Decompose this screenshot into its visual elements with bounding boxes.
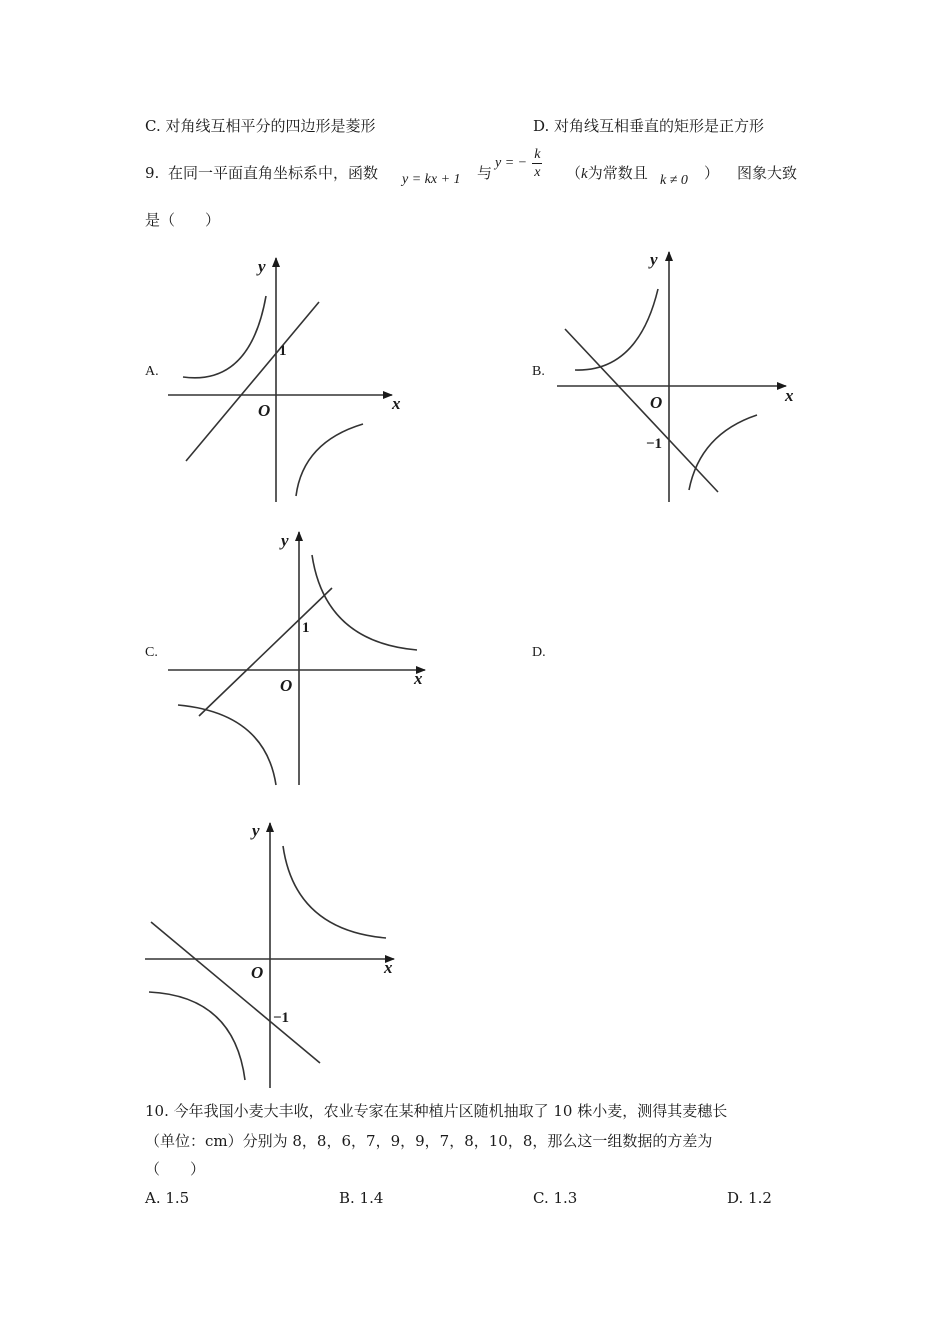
graph-a-y-label: y	[258, 257, 266, 276]
graph-c-x-label: x	[414, 669, 423, 688]
q10-line-3: （ ）	[145, 1160, 206, 1178]
q9-conjunction: 与	[477, 164, 493, 182]
graph-a-curve-lower	[296, 424, 363, 496]
graph-d-origin-label: O	[251, 963, 264, 982]
q8-option-c: C. 对角线互相平分的四边形是菱形	[145, 117, 376, 135]
graph-b-y-label: y	[650, 250, 658, 269]
graph-a-line	[186, 302, 319, 461]
graph-c-origin-label: O	[280, 676, 293, 695]
graph-a-x-label: x	[392, 394, 401, 413]
graph-c-intercept-label: 1	[302, 620, 310, 636]
q9-option-b-label: B.	[532, 364, 545, 379]
graph-b-x-label: x	[785, 386, 794, 405]
graph-b-intercept-label: −1	[646, 436, 663, 452]
q10-option-c: C. 1.3	[533, 1189, 578, 1207]
graph-b	[557, 250, 794, 502]
graph-c	[168, 531, 425, 785]
graph-c-line	[199, 588, 332, 716]
q9-option-c-label: C.	[145, 645, 158, 660]
graph-d-curve-upper	[283, 846, 386, 938]
graph-b-origin-label: O	[650, 393, 663, 412]
graph-d-line	[151, 922, 320, 1063]
graph-d-x-label: x	[384, 958, 393, 977]
q10-option-b: B. 1.4	[339, 1189, 384, 1207]
q10-option-d: D. 1.2	[727, 1189, 772, 1207]
graph-b-curve-lower	[689, 415, 757, 490]
q9-eq2-denominator: x	[534, 165, 541, 180]
q10-line-2: （单位：cm）分别为 8，8，6，7，9，9，7，8，10，8，那么这一组数据的方差为	[145, 1132, 713, 1150]
q8-option-d: D. 对角线互相垂直的矩形是正方形	[533, 117, 765, 135]
q9-equation-linear: y = kx + 1	[402, 172, 461, 187]
q9-cond-close: ）	[704, 164, 720, 182]
q9-cond-math: k ≠ 0	[660, 173, 688, 188]
q9-option-d-label: D.	[532, 645, 546, 660]
graph-d-curve-lower	[149, 992, 245, 1080]
q9-stem-continued: 是（ ）	[145, 211, 221, 229]
graph-a-intercept-label: 1	[279, 343, 287, 359]
q9-cond-text: 为常数且	[587, 164, 648, 182]
q9-cond-k: k	[581, 166, 588, 182]
q9-cond-open: （	[566, 164, 582, 182]
graph-c-y-label: y	[281, 531, 289, 550]
graph-c-curve-lower	[178, 705, 276, 785]
q9-eq2-numerator: k	[534, 147, 541, 162]
graph-a-origin-label: O	[258, 401, 271, 420]
q10-option-a: A. 1.5	[145, 1189, 190, 1207]
graph-d-intercept-label: −1	[273, 1010, 290, 1026]
graph-b-curve-upper	[575, 289, 658, 370]
graph-a-curve-upper	[183, 296, 266, 378]
q9-number: 9.	[145, 164, 160, 182]
graph-c-curve-upper	[312, 555, 417, 650]
q9-eq2-lhs: y = −	[495, 155, 528, 171]
q9-option-a-label: A.	[145, 364, 159, 379]
q9-stem-end: 图象大致	[737, 164, 798, 182]
q9-stem-start: 在同一平面直角坐标系中，函数	[168, 164, 379, 182]
graph-d	[145, 821, 394, 1088]
graph-d-y-label: y	[252, 821, 260, 840]
graph-a	[168, 257, 401, 502]
q10-line-1: 10. 今年我国小麦大丰收，农业专家在某种植片区随机抽取了 10 株小麦，测得其麦穗长	[145, 1102, 728, 1120]
